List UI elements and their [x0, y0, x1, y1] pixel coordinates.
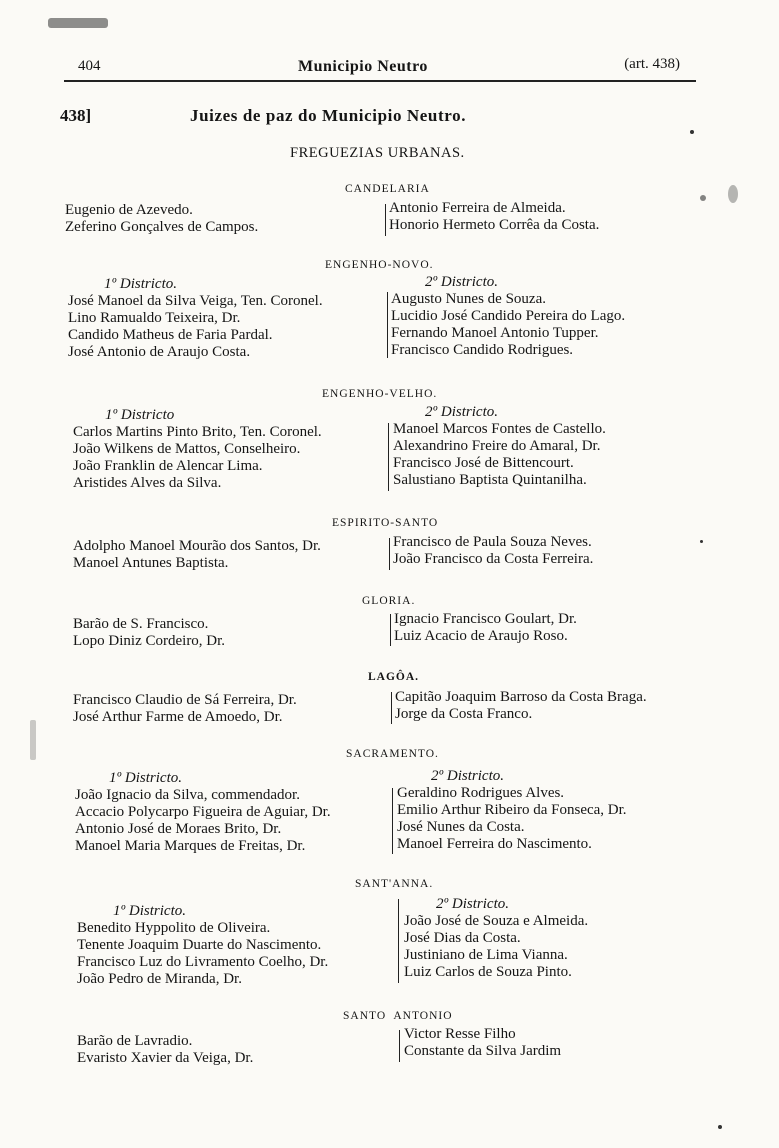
column-divider	[390, 614, 391, 646]
parish-right-column	[393, 534, 593, 568]
judge-name: Carlos Martins Pinto Brito, Ten. Coronel.	[73, 424, 322, 440]
judge-name: Benedito Hyppolito de Oliveira.	[77, 920, 271, 936]
column-divider	[385, 204, 386, 236]
parish-right-column	[393, 404, 606, 489]
district-label: 2º Districto.	[425, 404, 498, 420]
judge-name: Barão de Lavradio.	[77, 1033, 193, 1049]
judge-name: Francisco Claudio de Sá Ferreira, Dr.	[73, 692, 297, 708]
parish-left-column	[73, 616, 225, 650]
district-label: 2º Districto.	[431, 768, 504, 784]
parish-heading: CANDELARIA	[345, 183, 430, 195]
district-label: 1º Districto.	[113, 903, 186, 919]
judge-name: João Pedro de Miranda, Dr.	[77, 971, 242, 987]
district-label: 2º Districto.	[425, 274, 498, 290]
judge-name: João Francisco da Costa Ferreira.	[393, 551, 594, 567]
header-rule	[64, 80, 696, 82]
parish-left-column	[65, 202, 258, 236]
parish-heading: ESPIRITO-SANTO	[332, 517, 439, 529]
judge-name: Manoel Marcos Fontes de Castello.	[393, 421, 606, 437]
column-divider	[392, 788, 393, 854]
judge-name: Antonio Ferreira de Almeida.	[389, 200, 566, 216]
judge-name: Zeferino Gonçalves de Campos.	[65, 219, 259, 235]
judge-name: Francisco Candido Rodrigues.	[391, 342, 574, 358]
judge-name: Francisco Luz do Livramento Coelho, Dr.	[77, 954, 329, 970]
judge-name: Victor Resse Filho	[404, 1026, 516, 1042]
article-reference: (art. 438)	[624, 56, 680, 72]
ink-speck	[30, 720, 36, 760]
judge-name: José Manoel da Silva Veiga, Ten. Coronel.	[68, 293, 323, 309]
judge-name: Luiz Acacio de Araujo Roso.	[394, 628, 568, 644]
judge-name: João Wilkens de Mattos, Conselheiro.	[73, 441, 301, 457]
page-number: 404	[78, 58, 101, 74]
ink-blot	[48, 18, 108, 28]
parish-heading: SANTO ANTONIO	[343, 1010, 453, 1022]
judge-name: Lucidio José Candido Pereira do Lago.	[391, 308, 626, 324]
parish-right-column	[404, 1026, 561, 1060]
ink-speck	[690, 130, 694, 134]
judge-name: Capitão Joaquim Barroso da Costa Braga.	[395, 689, 647, 705]
parish-right-column	[394, 611, 577, 645]
column-divider	[387, 292, 388, 358]
running-header	[78, 58, 698, 80]
parish-right-column	[391, 274, 625, 359]
judge-name: Justiniano de Lima Vianna.	[404, 947, 568, 963]
judge-name: Francisco José de Bittencourt.	[393, 455, 574, 471]
judge-name: Manoel Ferreira do Nascimento.	[397, 836, 592, 852]
parish-left-column	[73, 538, 321, 572]
judge-name: Honorio Hermeto Corrêa da Costa.	[389, 217, 600, 233]
section-title: Juizes de paz do Municipio Neutro.	[190, 106, 467, 125]
ink-speck	[700, 195, 706, 201]
ink-speck	[700, 540, 703, 543]
parish-left-column	[73, 407, 322, 492]
judge-name: José Antonio de Araujo Costa.	[68, 344, 251, 360]
judge-name: Constante da Silva Jardim	[404, 1043, 562, 1059]
parish-heading: SACRAMENTO.	[346, 748, 439, 760]
judge-name: Ignacio Francisco Goulart, Dr.	[394, 611, 577, 627]
parish-heading: SANT'ANNA.	[355, 878, 434, 890]
judge-name: Lopo Diniz Cordeiro, Dr.	[73, 633, 226, 649]
judge-name: Adolpho Manoel Mourão dos Santos, Dr.	[73, 538, 321, 554]
district-label: 2º Districto.	[436, 896, 509, 912]
column-divider	[389, 538, 390, 570]
parish-right-column	[404, 896, 588, 981]
judge-name: Augusto Nunes de Souza.	[391, 291, 546, 307]
judge-name: Alexandrino Freire do Amaral, Dr.	[393, 438, 601, 454]
judge-name: Luiz Carlos de Souza Pinto.	[404, 964, 572, 980]
parish-right-column	[395, 689, 647, 723]
column-divider	[391, 692, 392, 724]
district-label: 1º Districto.	[109, 770, 182, 786]
section-number: 438]	[60, 106, 92, 125]
judge-name: Barão de S. Francisco.	[73, 616, 209, 632]
page-subtitle: FREGUEZIAS URBANAS.	[290, 145, 465, 161]
parish-right-column	[397, 768, 627, 853]
judge-name: José Dias da Costa.	[404, 930, 521, 946]
column-divider	[398, 899, 399, 983]
district-label: 1º Districto	[105, 407, 175, 423]
judge-name: Francisco de Paula Souza Neves.	[393, 534, 592, 550]
judge-name: Candido Matheus de Faria Pardal.	[68, 327, 273, 343]
parish-left-column	[75, 770, 331, 855]
judge-name: Jorge da Costa Franco.	[395, 706, 533, 722]
judge-name: Lino Ramualdo Teixeira, Dr.	[68, 310, 241, 326]
parish-left-column	[68, 276, 323, 361]
column-divider	[388, 423, 389, 491]
judge-name: Accacio Polycarpo Figueira de Aguiar, Dr.	[75, 804, 331, 820]
judge-name: Manoel Antunes Baptista.	[73, 555, 229, 571]
parish-heading: GLORIA.	[362, 595, 416, 607]
ink-speck	[718, 1125, 722, 1129]
column-divider	[399, 1030, 400, 1062]
judge-name: José Nunes da Costa.	[397, 819, 525, 835]
parish-left-column	[77, 903, 328, 988]
judge-name: José Arthur Farme de Amoedo, Dr.	[73, 709, 283, 725]
parish-right-column	[389, 200, 599, 234]
judge-name: Eugenio de Azevedo.	[65, 202, 193, 218]
judge-name: João Ignacio da Silva, commendador.	[75, 787, 300, 803]
parish-left-column	[77, 1033, 253, 1067]
judge-name: Fernando Manoel Antonio Tupper.	[391, 325, 599, 341]
judge-name: Evaristo Xavier da Veiga, Dr.	[77, 1050, 254, 1066]
judge-name: João Franklin de Alencar Lima.	[73, 458, 263, 474]
judge-name: João José de Souza e Almeida.	[404, 913, 589, 929]
judge-name: Salustiano Baptista Quintanilha.	[393, 472, 587, 488]
judge-name: Aristides Alves da Silva.	[73, 475, 222, 491]
judge-name: Antonio José de Moraes Brito, Dr.	[75, 821, 282, 837]
judge-name: Manoel Maria Marques de Freitas, Dr.	[75, 838, 306, 854]
ink-speck	[728, 185, 738, 203]
running-title: Municipio Neutro	[298, 58, 428, 75]
parish-heading: ENGENHO-VELHO.	[322, 388, 438, 400]
parish-heading: LAGÔA.	[368, 671, 420, 683]
judge-name: Tenente Joaquim Duarte do Nascimento.	[77, 937, 322, 953]
parish-left-column	[73, 692, 297, 726]
parish-heading: ENGENHO-NOVO.	[325, 259, 434, 271]
district-label: 1º Districto.	[104, 276, 177, 292]
judge-name: Emilio Arthur Ribeiro da Fonseca, Dr.	[397, 802, 627, 818]
judge-name: Geraldino Rodrigues Alves.	[397, 785, 565, 801]
